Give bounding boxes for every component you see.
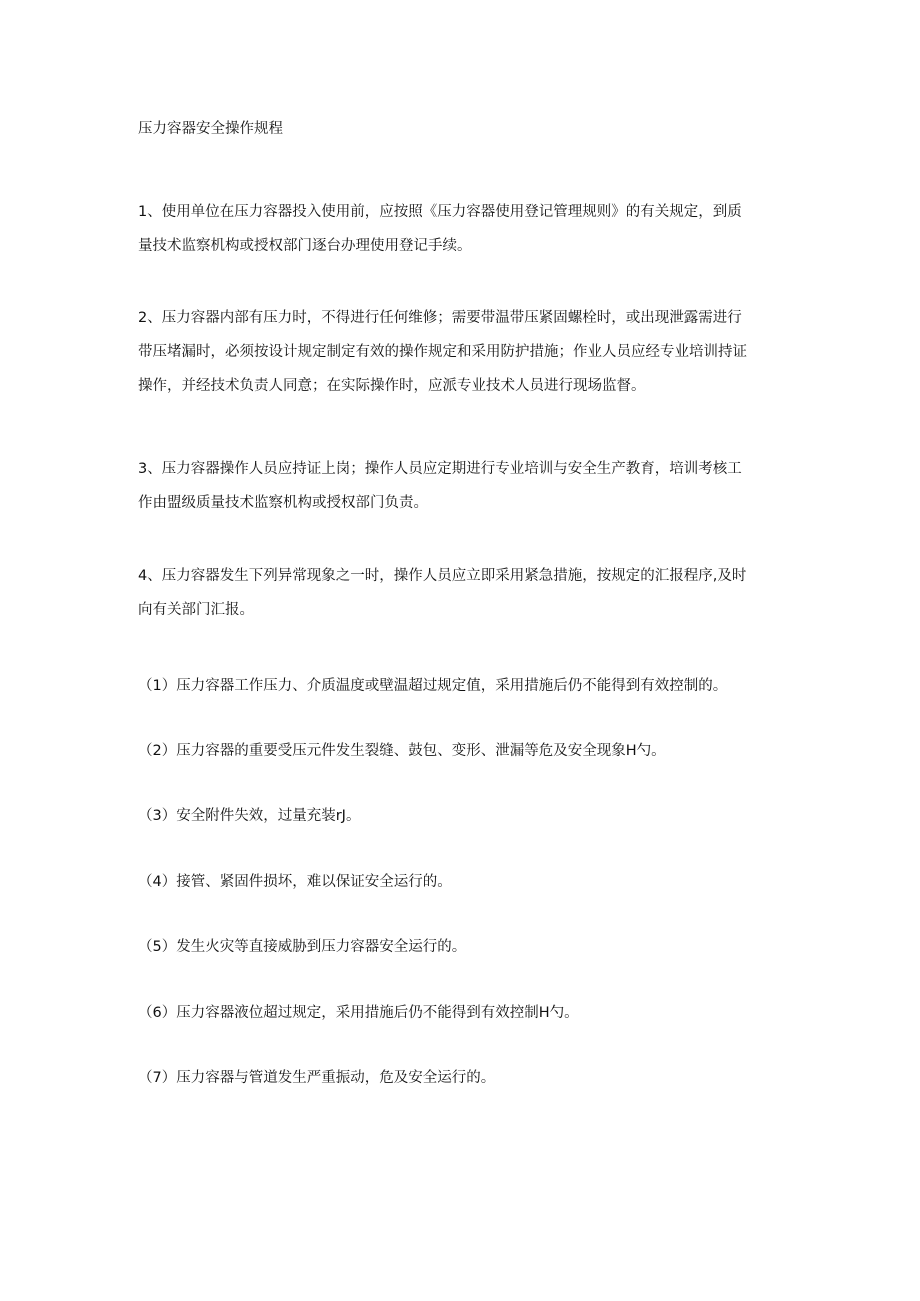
paragraph-line: 1、使用单位在压力容器投入使用前，应按照《压力容器使用登记管理规则》的有关规定，到质 bbox=[138, 204, 742, 220]
sub-item-6: （6）压力容器液位超过规定，采用措施后仍不能得到有效控制H勺。 bbox=[138, 1005, 579, 1021]
sub-item-7: （7）压力容器与管道发生严重振动，危及安全运行的。 bbox=[138, 1070, 496, 1086]
paragraph-line: 操作，并经技术负责人同意；在实际操作时，应派专业技术人员进行现场监督。 bbox=[138, 378, 646, 394]
sub-item-3: （3）安全附件失效，过量充装rJ。 bbox=[138, 808, 361, 824]
paragraph-2 bbox=[138, 308, 788, 396]
paragraph-4 bbox=[138, 566, 788, 620]
document-title: 压力容器安全操作规程 bbox=[138, 121, 283, 137]
paragraph-line: 2、压力容器内部有压力时，不得进行任何维修；需要带温带压紧固螺栓时，或出现泄露需进行 bbox=[138, 310, 742, 326]
paragraph-line: 带压堵漏时，必须按设计规定制定有效的操作规定和采用防护措施；作业人员应经专业培训持证 bbox=[138, 344, 747, 360]
sub-item-5: （5）发生火灾等直接威胁到压力容器安全运行的。 bbox=[138, 939, 467, 955]
paragraph-3 bbox=[138, 459, 788, 513]
sub-item-2: （2）压力容器的重要受压元件发生裂缝、鼓包、变形、泄漏等危及安全现象H勺。 bbox=[138, 743, 666, 759]
sub-item-1: （1）压力容器工作压力、介质温度或壁温超过规定值，采用措施后仍不能得到有效控制的。 bbox=[138, 678, 728, 694]
sub-item-4: （4）接管、紧固件损坏，难以保证安全运行的。 bbox=[138, 874, 452, 890]
paragraph-1 bbox=[138, 202, 788, 256]
paragraph-line: 量技术监察机构或授权部门逐台办理使用登记手续。 bbox=[138, 238, 472, 254]
paragraph-line: 3、压力容器操作人员应持证上岗；操作人员应定期进行专业培训与安全生产教育，培训考核工 bbox=[138, 461, 742, 477]
paragraph-line: 4、压力容器发生下列异常现象之一时，操作人员应立即采用紧急措施，按规定的汇报程序,及时 bbox=[138, 568, 747, 584]
paragraph-line: 向有关部门汇报。 bbox=[138, 602, 254, 618]
paragraph-line: 作由盟级质量技术监察机构或授权部门负责。 bbox=[138, 495, 428, 511]
